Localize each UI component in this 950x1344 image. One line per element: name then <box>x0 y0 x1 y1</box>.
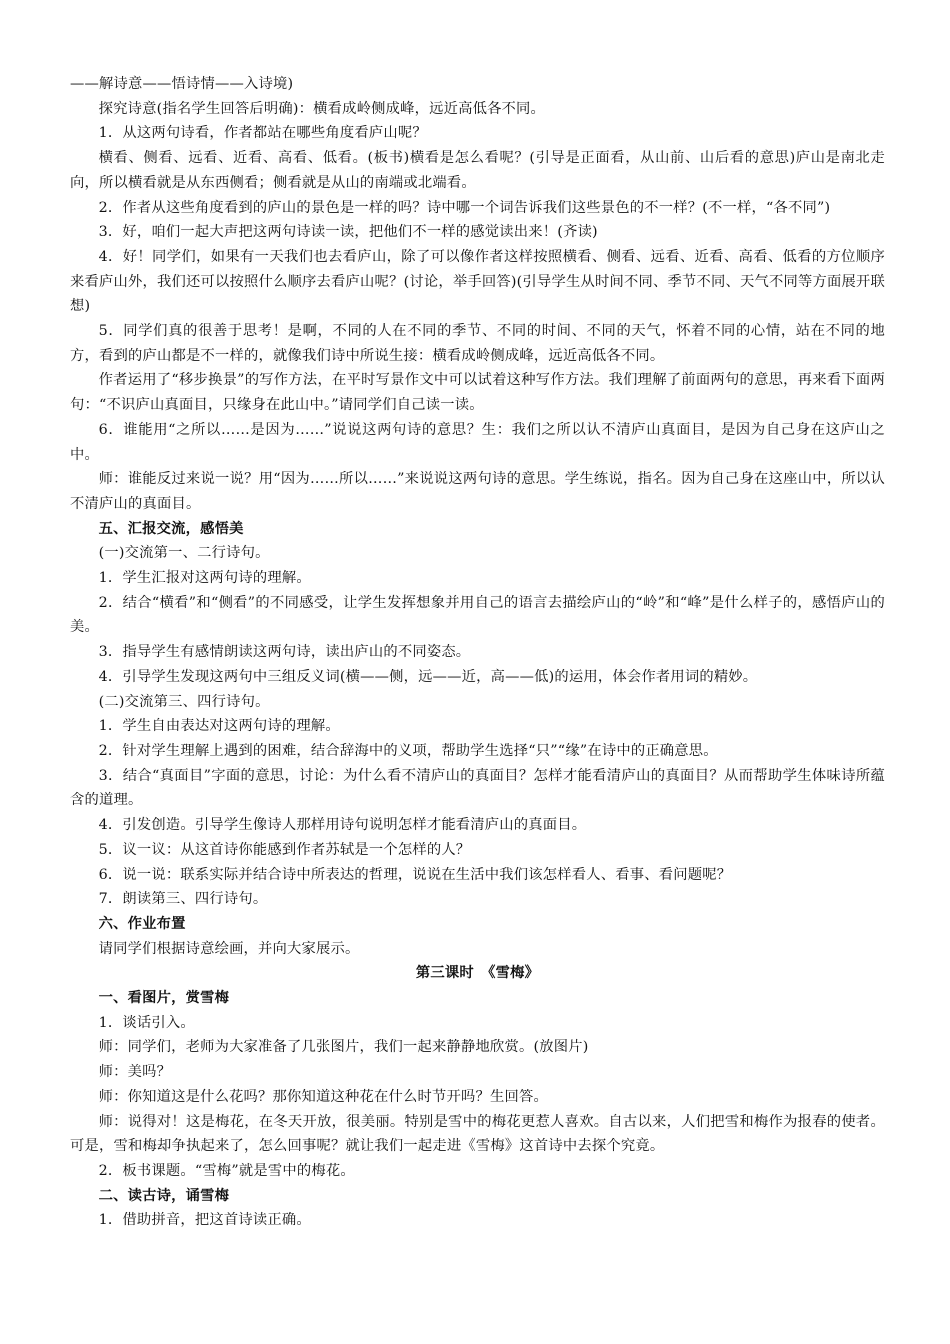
paragraph: 5．议一议：从这首诗你能感到作者苏轼是一个怎样的人？ <box>98 841 471 858</box>
section-heading: 六、作业布置 <box>98 915 186 932</box>
paragraph: 6．谁能用“之所以……是因为……”说说这两句诗的意思？生：我们之所以认不清庐山真面目，是因为自己身在这庐山之中。 <box>70 421 885 463</box>
paragraph: 师：美吗？ <box>98 1064 172 1081</box>
lesson-title: 第三课时 《雪梅》 <box>415 965 540 982</box>
paragraph: 师：你知道这是什么花吗？那你知道这种花在什么时节开吗？生回答。 <box>98 1088 548 1105</box>
paragraph: 1．谈话引入。 <box>98 1014 195 1031</box>
section-heading: 二、读古诗，诵雪梅 <box>98 1187 230 1204</box>
section-heading: 五、汇报交流，感悟美 <box>98 520 244 537</box>
paragraph: 4．引导学生发现这两句中三组反义词(横——侧，远——近，高——低)的运用，体会作者用词的精妙。 <box>98 668 758 685</box>
paragraph: 1．借助拼音，把这首诗读正确。 <box>98 1212 311 1229</box>
paragraph: 5．同学们真的很善于思考！是啊，不同的人在不同的季节、不同的时间、不同的天气，怀着不同的心情，站在不同的地方，看到的庐山都是不一样的，就像我们诗中所说生接：横看成岭侧成峰，远近高低各不同。 <box>70 323 885 364</box>
paragraph: 横看、侧看、远看、近看、高看、低看。(板书)横看是怎么看呢？(引导是正面看，从山前、山后看的意思)庐山是南北走向，所以横看就是从东西侧看；侧看就是从山的南端或北端看。 <box>70 150 885 191</box>
paragraph: (一)交流第一、二行诗句。 <box>98 545 270 562</box>
paragraph: 6．说一说：联系实际并结合诗中所表达的哲理，说说在生活中我们该怎样看人、看事、看问题呢？ <box>98 866 732 883</box>
paragraph: 2．板书课题。“雪梅”就是雪中的梅花。 <box>98 1162 355 1179</box>
paragraph: 3．好，咱们一起大声把这两句诗读一读，把他们不一样的感觉读出来！(齐读) <box>98 224 598 241</box>
paragraph: 2．作者从这些角度看到的庐山的景色是一样的吗？诗中哪一个词告诉我们这些景色的不一样？(不一样，“各不同”) <box>98 199 831 216</box>
paragraph: 4．引发创造。引导学生像诗人那样用诗句说明怎样才能看清庐山的真面目。 <box>98 817 587 834</box>
paragraph: 3．指导学生有感情朗读这两句诗，读出庐山的不同姿态。 <box>98 644 471 661</box>
paragraph: 作者运用了“移步换景”的写作方法，在平时写景作文中可以试着这种写作方法。我们理解了前面两句的意思，再来看下面两句：“不识庐山真面目，只缘身在此山中。”请同学们自己读一读。 <box>70 372 885 414</box>
paragraph: 4．好！同学们，如果有一天我们也去看庐山，除了可以像作者这样按照横看、侧看、远看、近看、高看、低看的方位顺序来看庐山外，我们还可以按照什么顺序去看庐山呢？(讨论，举手回答)(引导学生从时间不同、季节不同、天气不同等方面展开联想) <box>70 248 885 315</box>
paragraph: 2．针对学生理解上遇到的困难，结合辞海中的义项，帮助学生选择“只”“缘”在诗中的正确意思。 <box>98 742 718 759</box>
paragraph: ——解诗意——悟诗情——入诗境) <box>70 76 294 92</box>
paragraph: 7．朗读第三、四行诗句。 <box>98 891 268 908</box>
paragraph: 探究诗意(指名学生回答后明确)：横看成岭侧成峰，远近高低各不同。 <box>98 100 546 117</box>
paragraph: 1．从这两句诗看，作者都站在哪些角度看庐山呢？ <box>98 125 427 142</box>
paragraph: 3．结合“真面目”字面的意思，讨论：为什么看不清庐山的真面目？怎样才能看清庐山的真面目？从而帮助学生体味诗所蕴含的道理。 <box>70 767 885 809</box>
paragraph: 请同学们根据诗意绘画，并向大家展示。 <box>98 940 360 957</box>
section-heading: 一、看图片，赏雪梅 <box>98 990 230 1007</box>
paragraph: 师：说得对！这是梅花，在冬天开放，很美丽。特别是雪中的梅花更惹人喜欢。自古以来，人们把雪和梅作为报春的使者。可是，雪和梅却争执起来了，怎么回事呢？就让我们一起走进《雪梅》这首诗中去探个究竟。 <box>70 1113 885 1155</box>
paragraph: (二)交流第三、四行诗句。 <box>98 693 270 710</box>
paragraph: 2．结合“横看”和“侧看”的不同感受，让学生发挥想象并用自己的语言去描绘庐山的“岭”和“峰”是什么样子的，感悟庐山的美。 <box>70 594 885 636</box>
paragraph: 师：谁能反过来说一说？用“因为……所以……”来说说这两句诗的意思。学生练说，指名。因为自己身在这座山中，所以认不清庐山的真面目。 <box>70 471 885 512</box>
document-page <box>70 72 885 1233</box>
paragraph: 1．学生自由表达对这两句诗的理解。 <box>98 718 340 735</box>
paragraph: 1．学生汇报对这两句诗的理解。 <box>98 570 311 587</box>
paragraph: 师：同学们，老师为大家准备了几张图片，我们一起来静静地欣赏。(放图片) <box>98 1039 589 1056</box>
